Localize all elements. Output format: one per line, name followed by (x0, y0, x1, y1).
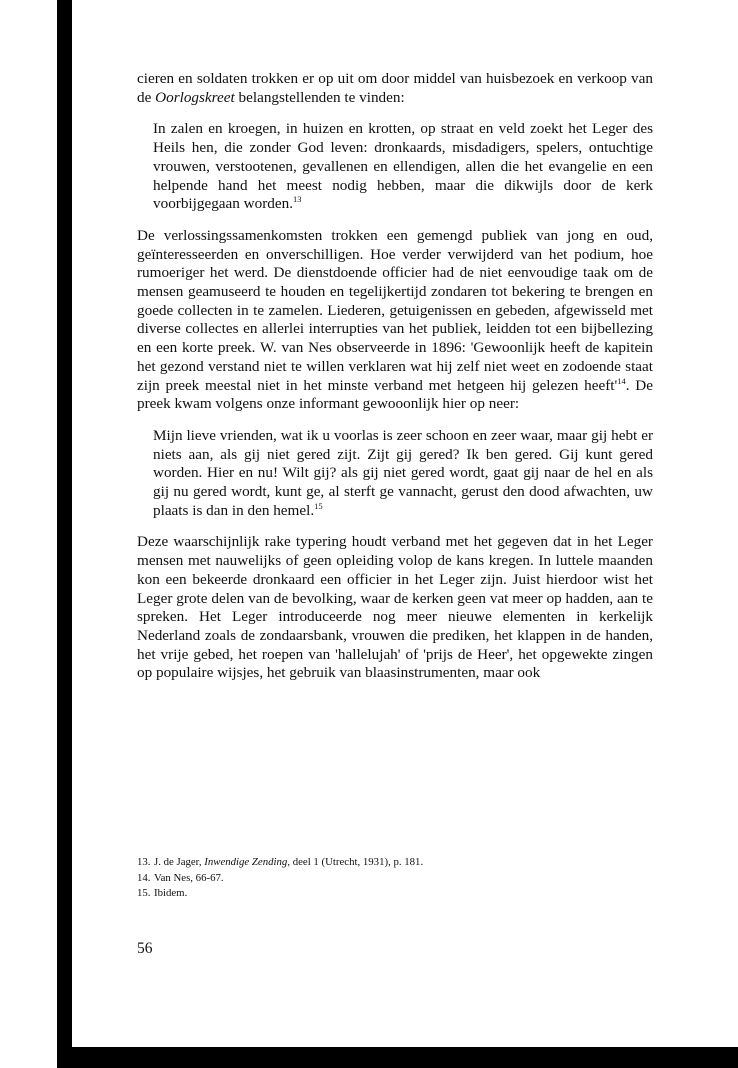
paragraph-2: De verlossingssamenkomsten trokken een gemengd publiek van jong en oud, geïnteresseerden en onverschilligen. Hoe verder verwijderd van het podium, hoe rumoeriger het werd. De dienstdoende officier had de niet eenvoudige taak om de mensen geamuseerd te houden en tegelijkertijd zondaren tot bekering te brengen en goede collecten in te zamelen. Liederen, getuigenissen en gebeden, afgewisseld met diverse collectes en allerlei interrupties van het publiek, leidden tot een bijbellezing en een korte preek. W. van Nes observeerde in 1896: 'Gewoonlijk heeft de kapitein het gezond verstand niet te willen verklaren wat hij zelf niet weet en zodoende staat zijn preek meestal niet in het minste verband met hetgeen hij gelezen $heeft'^{14}$. De preek kwam volgens onze informant gewooonlijk hier op neer: (137, 226, 653, 413)
footnote-14: 14. Van Nes, 66-67. (137, 871, 224, 884)
footnote-ref-15[interactable]: 15 (314, 500, 323, 511)
block-quote-1: In zalen en kroegen, in huizen en krotten, op straat en veld zoekt het Leger des Heils hen, die zonder God leven: dronkaards, misdadigers, spelers, ontuchtige vrouwen, verstootenen, gevallenen en ellendigen, allen die het evangelie en een helpende hand het meest nodig hebben, maar die dikwijls door de kerk voorbijgegaan worden.$^{13}$ (153, 120, 653, 213)
footnote-15: 15. Ibidem. (137, 887, 188, 899)
block-quote-2: Mijn lieve vrienden, wat ik u voorlas is zeer schoon en zeer waar, maar gij hebt er niets aan, als gij niet gered zijt. Zijt gij gered? Ik ben gered. Gij kunt gered worden. Hier en nu! Wilt gij? als gij niet gered wordt, gaat gij naar de hel en als gij nu gered wordt, kunt ge, al sterft ge vannacht, gerust den dood afwachten, uw plaats is dan in den hemel.$^{15}$ (153, 426, 653, 519)
scan-border-left (57, 0, 72, 1068)
periodical-title: Oorlogskreet (155, 88, 235, 106)
paragraph-1: cieren en soldaten trokken er op uit om door middel van huisbezoek en verkoop van de Oorlogskreet belangstellenden te vinden: (137, 70, 653, 106)
footnote-ref-13[interactable]: 13 (293, 194, 302, 205)
footnote-13: 13. J. de Jager, Inwendige Zending, deel 1 (Utrecht, 1931), p. 181. (137, 856, 424, 868)
footnote-ref-14[interactable]: 14 (617, 375, 626, 386)
page-number: 56 (137, 940, 153, 957)
footnotes (137, 855, 653, 902)
scan-border-bottom (57, 1047, 738, 1068)
paragraph-3: Deze waarschijnlijk rake typering houdt verband met het gegeven dat in het Leger mensen met nauwelijks of geen opleiding volop de kans kregen. In luttele maanden kon een bekeerde dronkaard een officier in het Leger zijn. Juist hierdoor wist het Leger grote delen van de bevolking, waar de kerken geen vat meer op hadden, aan te spreken. Het Leger introduceerde nog meer nieuwe elementen in kerkelijk Nederland zoals de zondaarsbank, vrouwen die prediken, het klappen in de handen, het vrije gebed, het roepen van 'hallelujah' of 'prijs de Heer', het opgewekte zingen op populaire wijsjes, het gebruik van blaasinstrumenten, maar ook (137, 533, 653, 682)
page-body (137, 70, 653, 683)
